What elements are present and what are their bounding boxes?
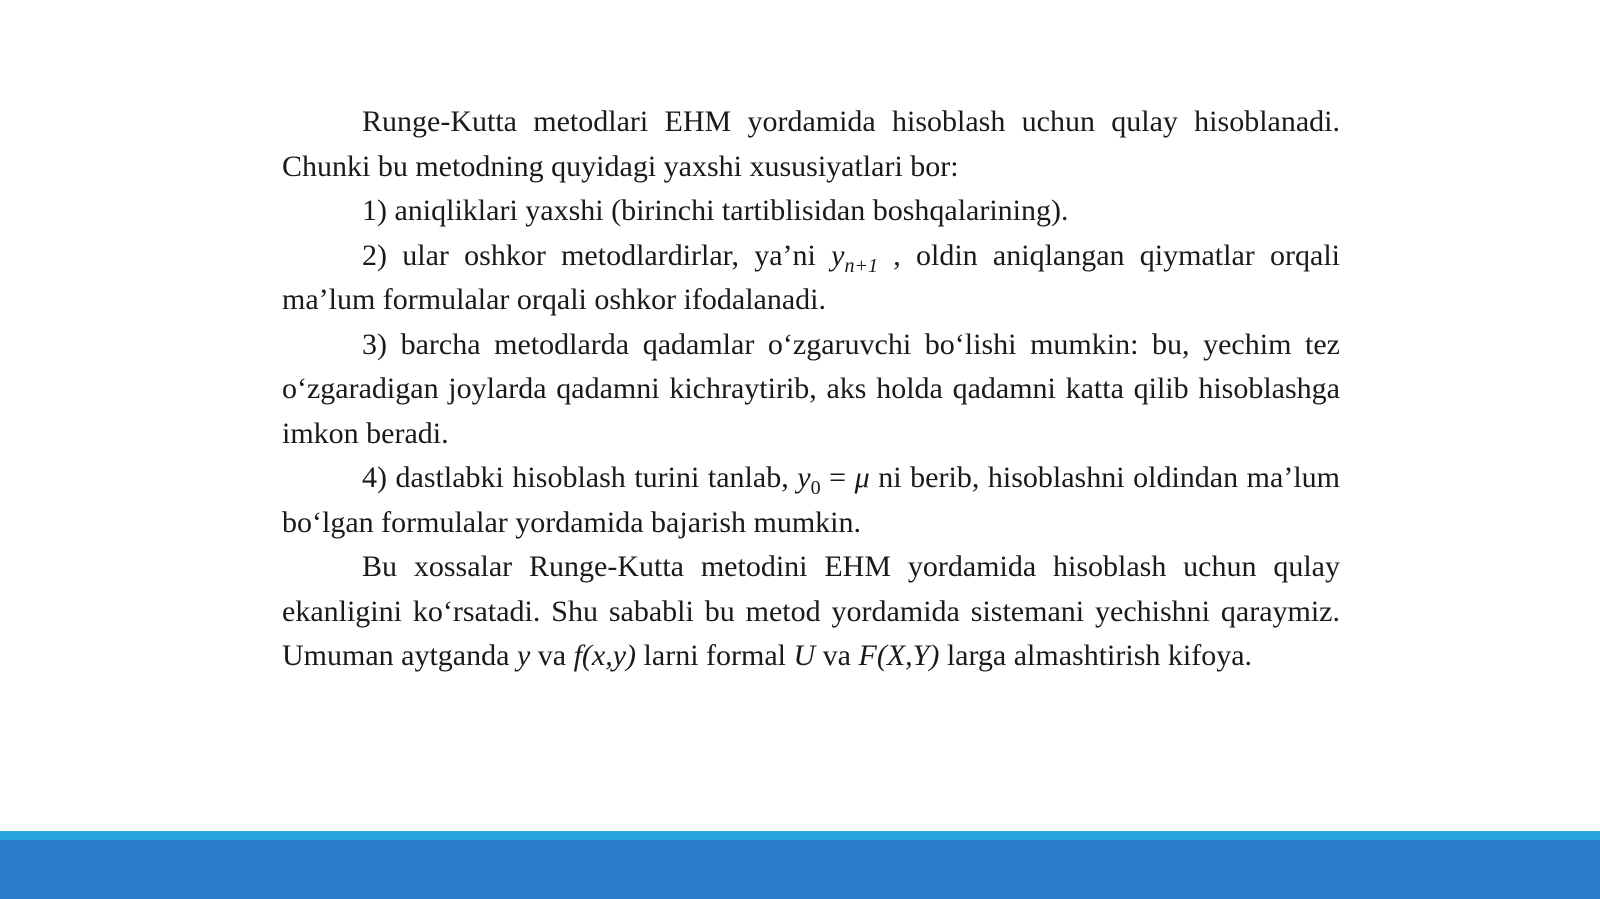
item-4-paragraph: [282, 456, 1340, 545]
f-x-y-function: f(x,y): [573, 639, 637, 672]
y-n-plus-1-variable: y: [831, 238, 845, 272]
conclusion-part-2: larni formal: [636, 639, 794, 672]
conclusion-paragraph: [282, 545, 1340, 679]
intro-paragraph: Runge-Kutta metodlari EHM yordamida hisoblash uchun qulay hisoblanadi. Chunki bu metodning quyidagi yaxshi xususiyatlari bor:: [282, 105, 1340, 183]
y-0-subscript: 0: [810, 477, 821, 499]
item-2-text-before: 2) ular oshkor metodlardirlar, ya’ni: [362, 238, 832, 272]
U-variable: U: [793, 639, 816, 672]
y-variable: y: [516, 639, 531, 672]
F-X-Y-function: F(X,Y): [858, 639, 940, 672]
item-2-paragraph: [282, 234, 1340, 323]
conclusion-va-2: va: [815, 639, 859, 672]
slide-text-body: [282, 100, 1340, 679]
conclusion-part-1: Bu xossalar Runge-Kutta metodini EHM yordamida hisoblash uchun qulay ekanligini ko‘rsatadi. Shu sababli bu metod yordamida sistemani yechishni qaraymiz. Umuman aytganda: [282, 550, 1340, 672]
item-4-text-before: 4) dastlabki hisoblash turini tanlab,: [362, 461, 798, 494]
item-4-text-after: ni berib, hisoblashni oldindan ma’lum bo‘lgan formulalar yordamida bajarish mumkin.: [282, 461, 1340, 539]
conclusion-part-3: larga almashtirish kifoya.: [939, 639, 1253, 672]
footer-accent-stripe: [0, 831, 1600, 840]
footer-band: [0, 840, 1600, 899]
conclusion-va-1: va: [530, 639, 574, 672]
mu-symbol: μ: [854, 461, 870, 494]
y-0-variable: y: [797, 461, 811, 494]
item-2-text-after: , oldin aniqlangan qiymatlar orqali ma’lum formulalar orqali oshkor ifodalanadi.: [282, 238, 1340, 316]
item-1-paragraph: 1) aniqliklari yaxshi (birinchi tartiblisidan boshqalarining).: [362, 194, 1069, 227]
item-3-paragraph: 3) barcha metodlarda qadamlar o‘zgaruvchi bo‘lishi mumkin: bu, yechim tez o‘zgaradigan joylarda qadamni kichraytirib, aks holda qadamni katta qilib hisoblashga imkon beradi.: [282, 327, 1340, 450]
equals-sign: =: [820, 461, 855, 494]
y-n-plus-1-subscript: n+1: [844, 254, 878, 277]
